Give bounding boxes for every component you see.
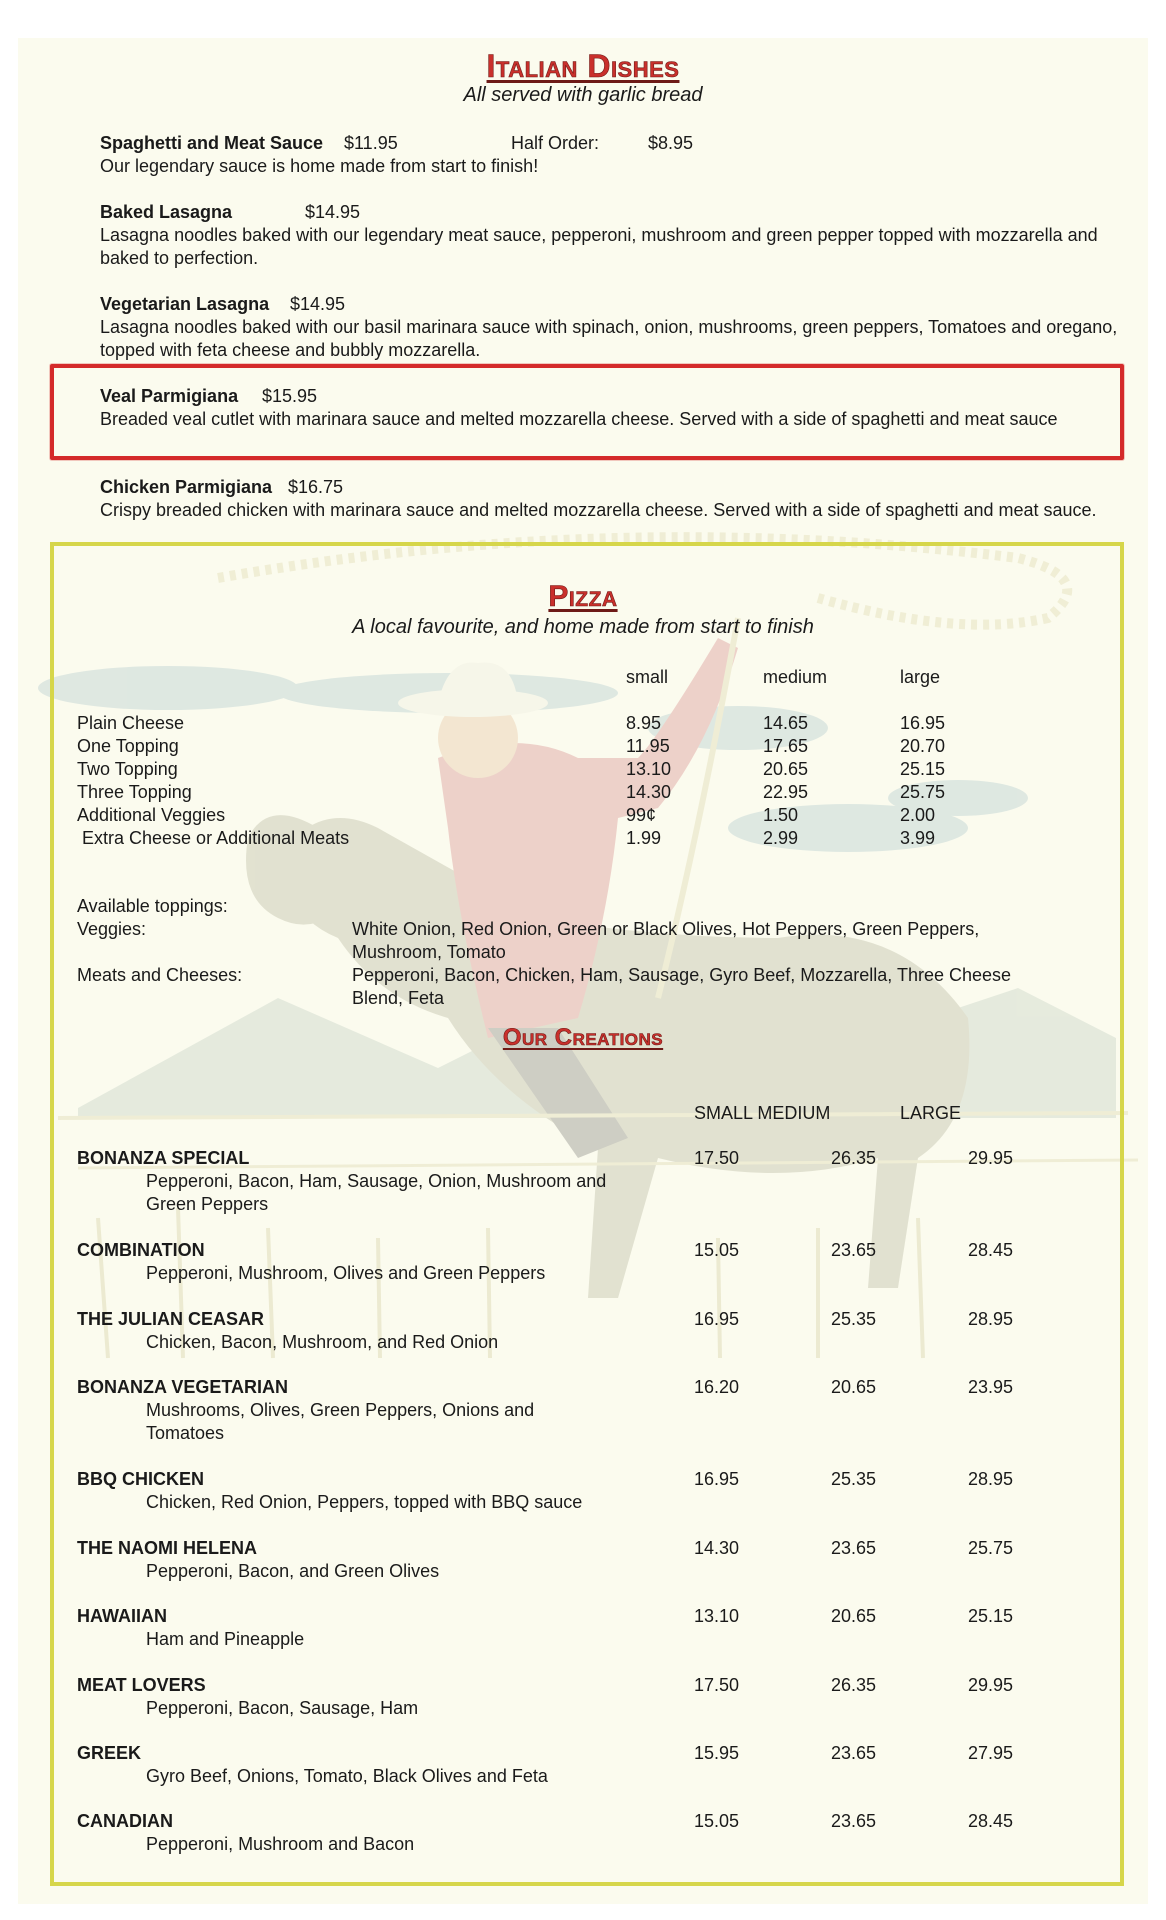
price-medium: 20.65 <box>831 1377 877 1397</box>
pizza-section-subtitle: A local favourite, and home made from start to finish <box>352 616 814 638</box>
pizza-row-name: Additional Veggies <box>77 805 226 825</box>
price-medium: 14.65 <box>763 713 809 733</box>
creation-description: Pepperoni, Mushroom, Olives and Green Peppers <box>146 1263 546 1283</box>
pizza-section-title: Pizza <box>548 580 618 613</box>
pizza-size-header: medium <box>763 667 828 687</box>
price-large: 29.95 <box>968 1675 1014 1695</box>
pizza-row-name: Extra Cheese or Additional Meats <box>77 828 350 848</box>
price-large: 28.45 <box>968 1240 1014 1260</box>
dish-description: Lasagna noodles baked with our basil marinara sauce with spinach, onion, mushrooms, green peppers, Tomatoes and oregano, topped with feta cheese and bubbly mozzarella. <box>100 317 1118 360</box>
price-medium: 25.35 <box>831 1309 877 1329</box>
creation-description: Pepperoni, Mushroom and Bacon <box>146 1834 415 1854</box>
creation-name: MEAT LOVERS <box>77 1675 206 1695</box>
dish-description: Lasagna noodles baked with our legendary meat sauce, pepperoni, mushroom and green pepper topped with mozzarella and baked to perfection. <box>100 225 1098 268</box>
price-medium: 22.95 <box>763 782 809 802</box>
half-order-price: $8.95 <box>648 133 694 153</box>
menu-page <box>18 38 1148 1904</box>
price-medium: 23.65 <box>831 1811 877 1831</box>
price-large: 28.95 <box>968 1469 1014 1489</box>
price-small: 14.30 <box>694 1538 740 1558</box>
dish-name: Baked Lasagna <box>100 202 233 222</box>
pizza-row-name: Three Topping <box>77 782 192 802</box>
price-small: 14.30 <box>626 782 672 802</box>
price-small: 15.05 <box>694 1811 740 1831</box>
creation-description: Pepperoni, Bacon, Sausage, Ham <box>146 1698 419 1718</box>
pizza-row-name: Two Topping <box>77 759 178 779</box>
price-small: 17.50 <box>694 1148 740 1168</box>
meats-label: Meats and Cheeses: <box>77 965 243 985</box>
creations-header-small-medium: SMALL MEDIUM <box>694 1103 831 1123</box>
price-small: 8.95 <box>626 713 662 733</box>
price-small: 13.10 <box>626 759 672 779</box>
italian-section-title: Italian Dishes <box>486 48 680 84</box>
dish-name: Vegetarian Lasagna <box>100 294 270 314</box>
price-medium: 26.35 <box>831 1148 877 1168</box>
price-small: 13.10 <box>694 1606 740 1626</box>
dish-name: Veal Parmigiana <box>100 386 239 406</box>
dish-price: $15.95 <box>262 386 318 406</box>
toppings-label: Available toppings: <box>77 896 228 916</box>
price-medium: 23.65 <box>831 1743 877 1763</box>
half-order-label: Half Order: <box>511 133 600 153</box>
price-large: 16.95 <box>900 713 946 733</box>
price-small: 17.50 <box>694 1675 740 1695</box>
meats-list: Pepperoni, Bacon, Chicken, Ham, Sausage, Gyro Beef, Mozzarella, Three Cheese Blend, Feta <box>352 965 1012 1008</box>
price-small: 15.95 <box>694 1743 740 1763</box>
veggies-label: Veggies: <box>77 919 147 939</box>
dish-name: Spaghetti and Meat Sauce <box>100 133 324 153</box>
creation-description: Pepperoni, Bacon, Ham, Sausage, Onion, Mushroom and Green Peppers <box>146 1171 607 1214</box>
creation-description: Chicken, Red Onion, Peppers, topped with BBQ sauce <box>146 1492 583 1512</box>
price-medium: 20.65 <box>831 1606 877 1626</box>
dish-description: Our legendary sauce is home made from start to finish! <box>100 156 539 176</box>
price-small: 16.95 <box>694 1309 740 1329</box>
price-small: 99¢ <box>626 805 657 825</box>
creations-section-title: Our Creations <box>502 1024 664 1051</box>
price-medium: 23.65 <box>831 1538 877 1558</box>
creations-header-large: LARGE <box>900 1103 962 1123</box>
price-small: 16.95 <box>694 1469 740 1489</box>
price-medium: 20.65 <box>763 759 809 779</box>
price-large: 25.15 <box>900 759 946 779</box>
dish-description: Breaded veal cutlet with marinara sauce and melted mozzarella cheese. Served with a side of spaghetti and meat sauce <box>100 409 1058 429</box>
italian-section-subtitle: All served with garlic bread <box>463 84 703 106</box>
creation-name: HAWAIIAN <box>77 1606 167 1626</box>
price-large: 2.00 <box>900 805 936 825</box>
price-large: 25.75 <box>900 782 946 802</box>
creation-description: Pepperoni, Bacon, and Green Olives <box>146 1561 440 1581</box>
creation-name: BONANZA VEGETARIAN <box>77 1377 288 1397</box>
price-small: 16.20 <box>694 1377 740 1397</box>
dish-price: $11.95 <box>344 133 398 153</box>
creation-description: Chicken, Bacon, Mushroom, and Red Onion <box>146 1332 499 1352</box>
dish-name: Chicken Parmigiana <box>100 477 273 497</box>
price-large: 23.95 <box>968 1377 1014 1397</box>
pizza-row-name: Plain Cheese <box>77 713 185 733</box>
creation-name: GREEK <box>77 1743 142 1763</box>
creation-name: CANADIAN <box>77 1811 173 1831</box>
price-small: 11.95 <box>626 736 670 756</box>
dish-price: $14.95 <box>290 294 346 314</box>
price-medium: 2.99 <box>763 828 799 848</box>
pizza-size-header: large <box>900 667 941 687</box>
creation-name: THE JULIAN CEASAR <box>77 1309 265 1329</box>
creation-name: BONANZA SPECIAL <box>77 1148 250 1168</box>
creation-description: Ham and Pineapple <box>146 1629 305 1649</box>
price-large: 20.70 <box>900 736 946 756</box>
creation-name: THE NAOMI HELENA <box>77 1538 257 1558</box>
price-large: 28.45 <box>968 1811 1014 1831</box>
creation-name: BBQ CHICKEN <box>77 1469 205 1489</box>
price-small: 1.99 <box>626 828 662 848</box>
dish-price: $14.95 <box>305 202 361 222</box>
dish-description: Crispy breaded chicken with marinara sauce and melted mozzarella cheese. Served with a side of spaghetti and meat sauce. <box>100 500 1097 520</box>
pizza-row-name: One Topping <box>77 736 179 756</box>
dish-price: $16.75 <box>288 477 344 497</box>
price-small: 15.05 <box>694 1240 740 1260</box>
price-large: 25.75 <box>968 1538 1014 1558</box>
price-medium: 23.65 <box>831 1240 877 1260</box>
price-large: 3.99 <box>900 828 936 848</box>
veggies-list: White Onion, Red Onion, Green or Black Olives, Hot Peppers, Green Peppers, Mushroom, Tomato <box>352 919 980 962</box>
price-large: 28.95 <box>968 1309 1014 1329</box>
price-medium: 25.35 <box>831 1469 877 1489</box>
creation-name: COMBINATION <box>77 1240 205 1260</box>
price-medium: 26.35 <box>831 1675 877 1695</box>
price-large: 27.95 <box>968 1743 1014 1763</box>
creation-description: Gyro Beef, Onions, Tomato, Black Olives and Feta <box>146 1766 548 1786</box>
price-medium: 1.50 <box>763 805 799 825</box>
price-medium: 17.65 <box>763 736 809 756</box>
price-large: 25.15 <box>968 1606 1014 1626</box>
price-large: 29.95 <box>968 1148 1014 1168</box>
creation-description: Mushrooms, Olives, Green Peppers, Onions and Tomatoes <box>146 1400 535 1443</box>
pizza-size-header: small <box>626 667 669 687</box>
